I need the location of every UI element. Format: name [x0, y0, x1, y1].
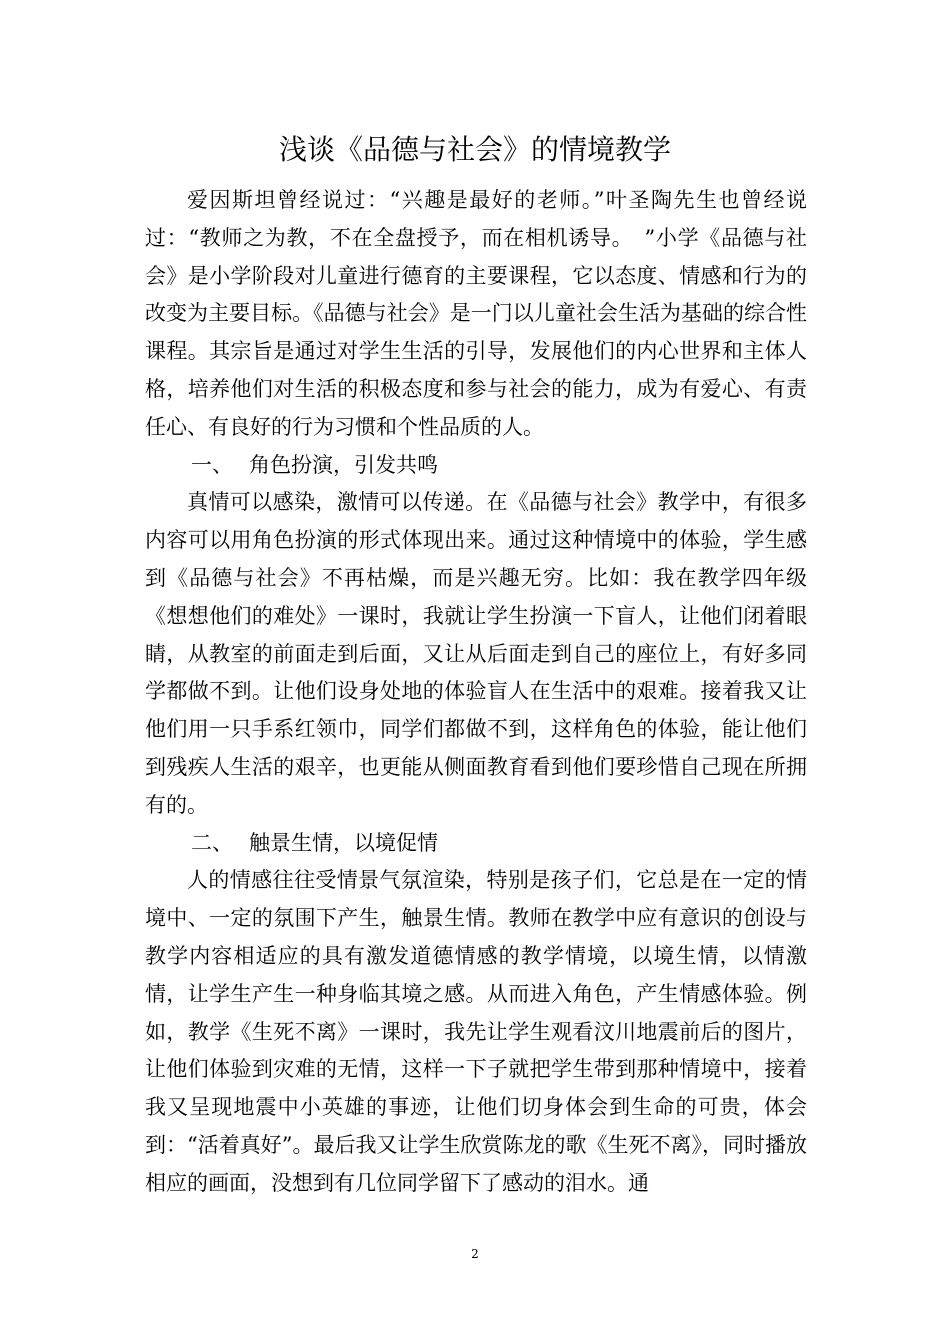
document-body — [145, 182, 807, 1203]
section-heading-1 — [145, 447, 807, 485]
intro-paragraph: 爱因斯坦曾经说过：“兴趣是最好的老师。”叶圣陶先生也曾经说过：“教师之为教，不在全盘授予，而在相机诱导。 ”小学《品德与社会》是小学阶段对儿童进行德育的主要课程，它以态度、情感和行为的改变为主要目标。《品德与社会》是一门以儿童社会生活为基础的综合性课程。其宗旨是通过对学生生活的引导，发展他们的内心世界和主体人格，培养他们对生活的积极态度和参与社会的能力，成为有爱心、有责任心、有良好的行为习惯和个性品质的人。 — [145, 188, 807, 439]
section-number-1: 一、 — [191, 452, 233, 477]
section-heading-2 — [145, 825, 807, 863]
section-title-2: 触景生情，以境促情 — [249, 830, 438, 855]
document-title: 浅谈《品德与社会》的情境教学 — [278, 133, 671, 166]
section-title-1: 角色扮演，引发共鸣 — [249, 452, 438, 477]
section-paragraph-1: 真情可以感染，激情可以传递。在《品德与社会》教学中，有很多内容可以用角色扮演的形式体现出来。通过这种情境中的体验，学生感到《品德与社会》不再枯燥，而是兴趣无穷。比如：我在教学四年级《想想他们的难处》一课时，我就让学生扮演一下盲人，让他们闭着眼睛，从教室的前面走到后面，又让从后面走到自己的座位上，有好多同学都做不到。让他们设身处地的体验盲人在生活中的艰难。接着我又让他们用一只手系红领巾，同学们都做不到，这样角色的体验，能让他们到残疾人生活的艰辛，也更能从侧面教育看到他们要珍惜自己现在所拥有的。 — [145, 490, 807, 817]
page-number: 2 — [471, 1247, 479, 1261]
section-number-2: 二、 — [191, 830, 233, 855]
section-paragraph-2: 人的情感往往受情景气氛渲染，特别是孩子们，它总是在一定的情境中、一定的氛围下产生，触景生情。教师在教学中应有意识的创设与教学内容相适应的具有激发道德情感的教学情境，以境生情，以情激情，让学生产生一种身临其境之感。从而进入角色，产生情感体验。例如，教学《生死不离》一课时，我先让学生观看汶川地震前后的图片，让他们体验到灾难的无情，这样一下子就把学生带到那种情境中，接着我又呈现地震中小英雄的事迹，让他们切身体会到生命的可贵，体会到：“活着真好”。最后我又让学生欣赏陈龙的歌《生死不离》，同时播放相应的画面，没想到有几位同学留下了感动的泪水。通 — [145, 868, 807, 1195]
